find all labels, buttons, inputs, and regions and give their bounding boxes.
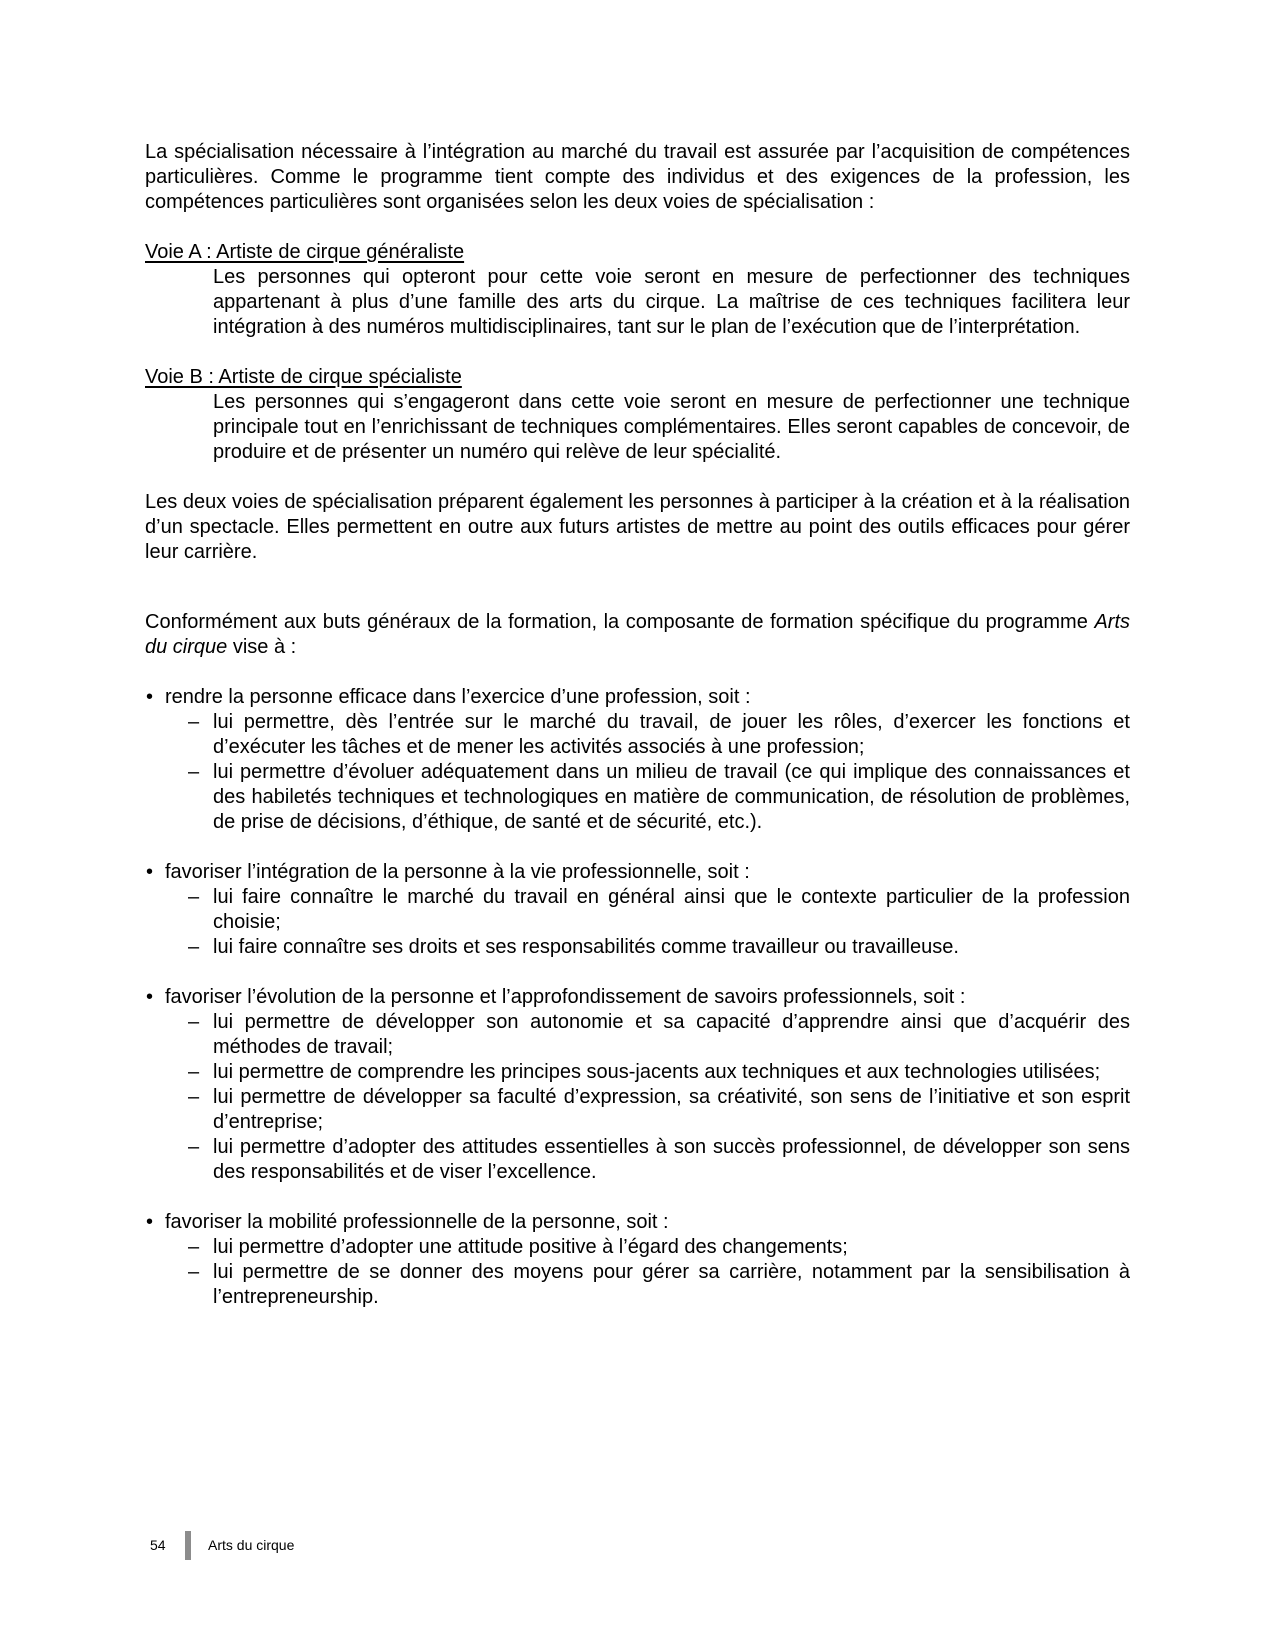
program-title-italic: Arts du cirque (145, 611, 1130, 658)
conformement-prefix: Conformément aux buts généraux de la formation, la composante de formation spécifique du programme (145, 611, 1095, 633)
voie-a-heading: Voie A : Artiste de cirque généraliste (145, 241, 465, 263)
dash-icon: – (188, 1261, 200, 1283)
document-body (145, 140, 1130, 1310)
page-number: 54 (150, 1537, 166, 1553)
list-subitem (145, 935, 1130, 960)
deux-voies-paragraph: Les deux voies de spécialisation préparent également les personnes à participer à la création et à la réalisation d’un spectacle. Elles permettent en outre aux futurs artistes de mettre au point des outils efficaces pour gérer leur carrière. (145, 491, 1130, 563)
goal-label: favoriser l’intégration de la personne à la vie professionnelle, soit : (165, 861, 750, 883)
list-item (145, 985, 1130, 1010)
voie-b-heading: Voie B : Artiste de cirque spécialiste (145, 366, 462, 388)
goal-label: favoriser l’évolution de la personne et l’approfondissement de savoirs professionnels, soit : (165, 986, 966, 1008)
subitem-text: lui permettre de développer son autonomie et sa capacité d’apprendre ainsi que d’acquérir des méthodes de travail; (213, 1011, 1130, 1058)
footer-title: Arts du cirque (208, 1537, 295, 1553)
goal-label: rendre la personne efficace dans l’exercice d’une profession, soit : (165, 686, 751, 708)
dash-icon: – (188, 886, 200, 908)
list-subitem (145, 1010, 1130, 1060)
list-item (145, 860, 1130, 885)
conformement-suffix: vise à : (227, 636, 297, 658)
subitem-text: lui permettre d’adopter une attitude positive à l’égard des changements; (213, 1236, 848, 1258)
page-footer (0, 1529, 1275, 1561)
subitem-text: lui permettre d’adopter des attitudes essentielles à son succès professionnel, de développer son sens des responsabilités et de viser l’excellence. (213, 1136, 1130, 1183)
dash-icon: – (188, 936, 200, 958)
subitem-text: lui faire connaître ses droits et ses responsabilités comme travailleur ou travailleuse. (213, 936, 959, 958)
bullet-icon: • (146, 686, 154, 708)
dash-icon: – (188, 1086, 200, 1108)
list-subitem (145, 1060, 1130, 1085)
voie-b-body: Les personnes qui s’engageront dans cette voie seront en mesure de perfectionner une technique principale tout en l’enrichissant de techniques complémentaires. Elles seront capables de concevoir, de produire et de présenter un numéro qui relève de leur spécialité. (213, 391, 1130, 463)
list-subitem (145, 885, 1130, 935)
goal-group-3 (145, 985, 1130, 1185)
list-subitem (145, 1235, 1130, 1260)
dash-icon: – (188, 1236, 200, 1258)
voie-a-body: Les personnes qui opteront pour cette voie seront en mesure de perfectionner des techniques appartenant à plus d’une famille des arts du cirque. La maîtrise de ces techniques facilitera leur intégration à des numéros multidisciplinaires, tant sur le plan de l’exécution que de l’interprétation. (213, 266, 1130, 338)
subitem-text: lui permettre de développer sa faculté d’expression, sa créativité, son sens de l’initiative et son esprit d’entreprise; (213, 1086, 1130, 1133)
goal-label: favoriser la mobilité professionnelle de la personne, soit : (165, 1211, 669, 1233)
list-subitem (145, 760, 1130, 835)
subitem-text: lui permettre de se donner des moyens pour gérer sa carrière, notamment par la sensibilisation à l’entrepreneurship. (213, 1261, 1130, 1308)
dash-icon: – (188, 761, 200, 783)
goal-group-1 (145, 685, 1130, 835)
subitem-text: lui faire connaître le marché du travail en général ainsi que le contexte particulier de la profession choisie; (213, 886, 1130, 933)
bullet-icon: • (146, 1211, 154, 1233)
subitem-text: lui permettre d’évoluer adéquatement dans un milieu de travail (ce qui implique des connaissances et des habiletés techniques et technologiques en matière de communication, de résolution de problèmes, de prise de décisions, d’éthique, de santé et de sécurité, etc.). (213, 761, 1130, 833)
list-subitem (145, 1260, 1130, 1310)
goal-group-2 (145, 860, 1130, 960)
list-subitem (145, 1085, 1130, 1135)
list-subitem (145, 710, 1130, 760)
subitem-text: lui permettre, dès l’entrée sur le marché du travail, de jouer les rôles, d’exercer les fonctions et d’exécuter les tâches et de mener les activités associés à une profession; (213, 711, 1130, 758)
intro-paragraph: La spécialisation nécessaire à l’intégration au marché du travail est assurée par l’acquisition de compétences particulières. Comme le programme tient compte des individus et des exigences de la profession, les compétences particulières sont organisées selon les deux voies de spécialisation : (145, 141, 1130, 213)
bullet-icon: • (146, 986, 154, 1008)
list-item (145, 685, 1130, 710)
conformement-paragraph (145, 610, 1130, 660)
goal-group-4 (145, 1210, 1130, 1310)
list-item (145, 1210, 1130, 1235)
bullet-icon: • (146, 861, 154, 883)
dash-icon: – (188, 1011, 200, 1033)
list-subitem (145, 1135, 1130, 1185)
subitem-text: lui permettre de comprendre les principes sous-jacents aux techniques et aux technologies utilisées; (213, 1061, 1101, 1083)
dash-icon: – (188, 1136, 200, 1158)
dash-icon: – (188, 711, 200, 733)
footer-divider-bar (185, 1531, 191, 1560)
dash-icon: – (188, 1061, 200, 1083)
